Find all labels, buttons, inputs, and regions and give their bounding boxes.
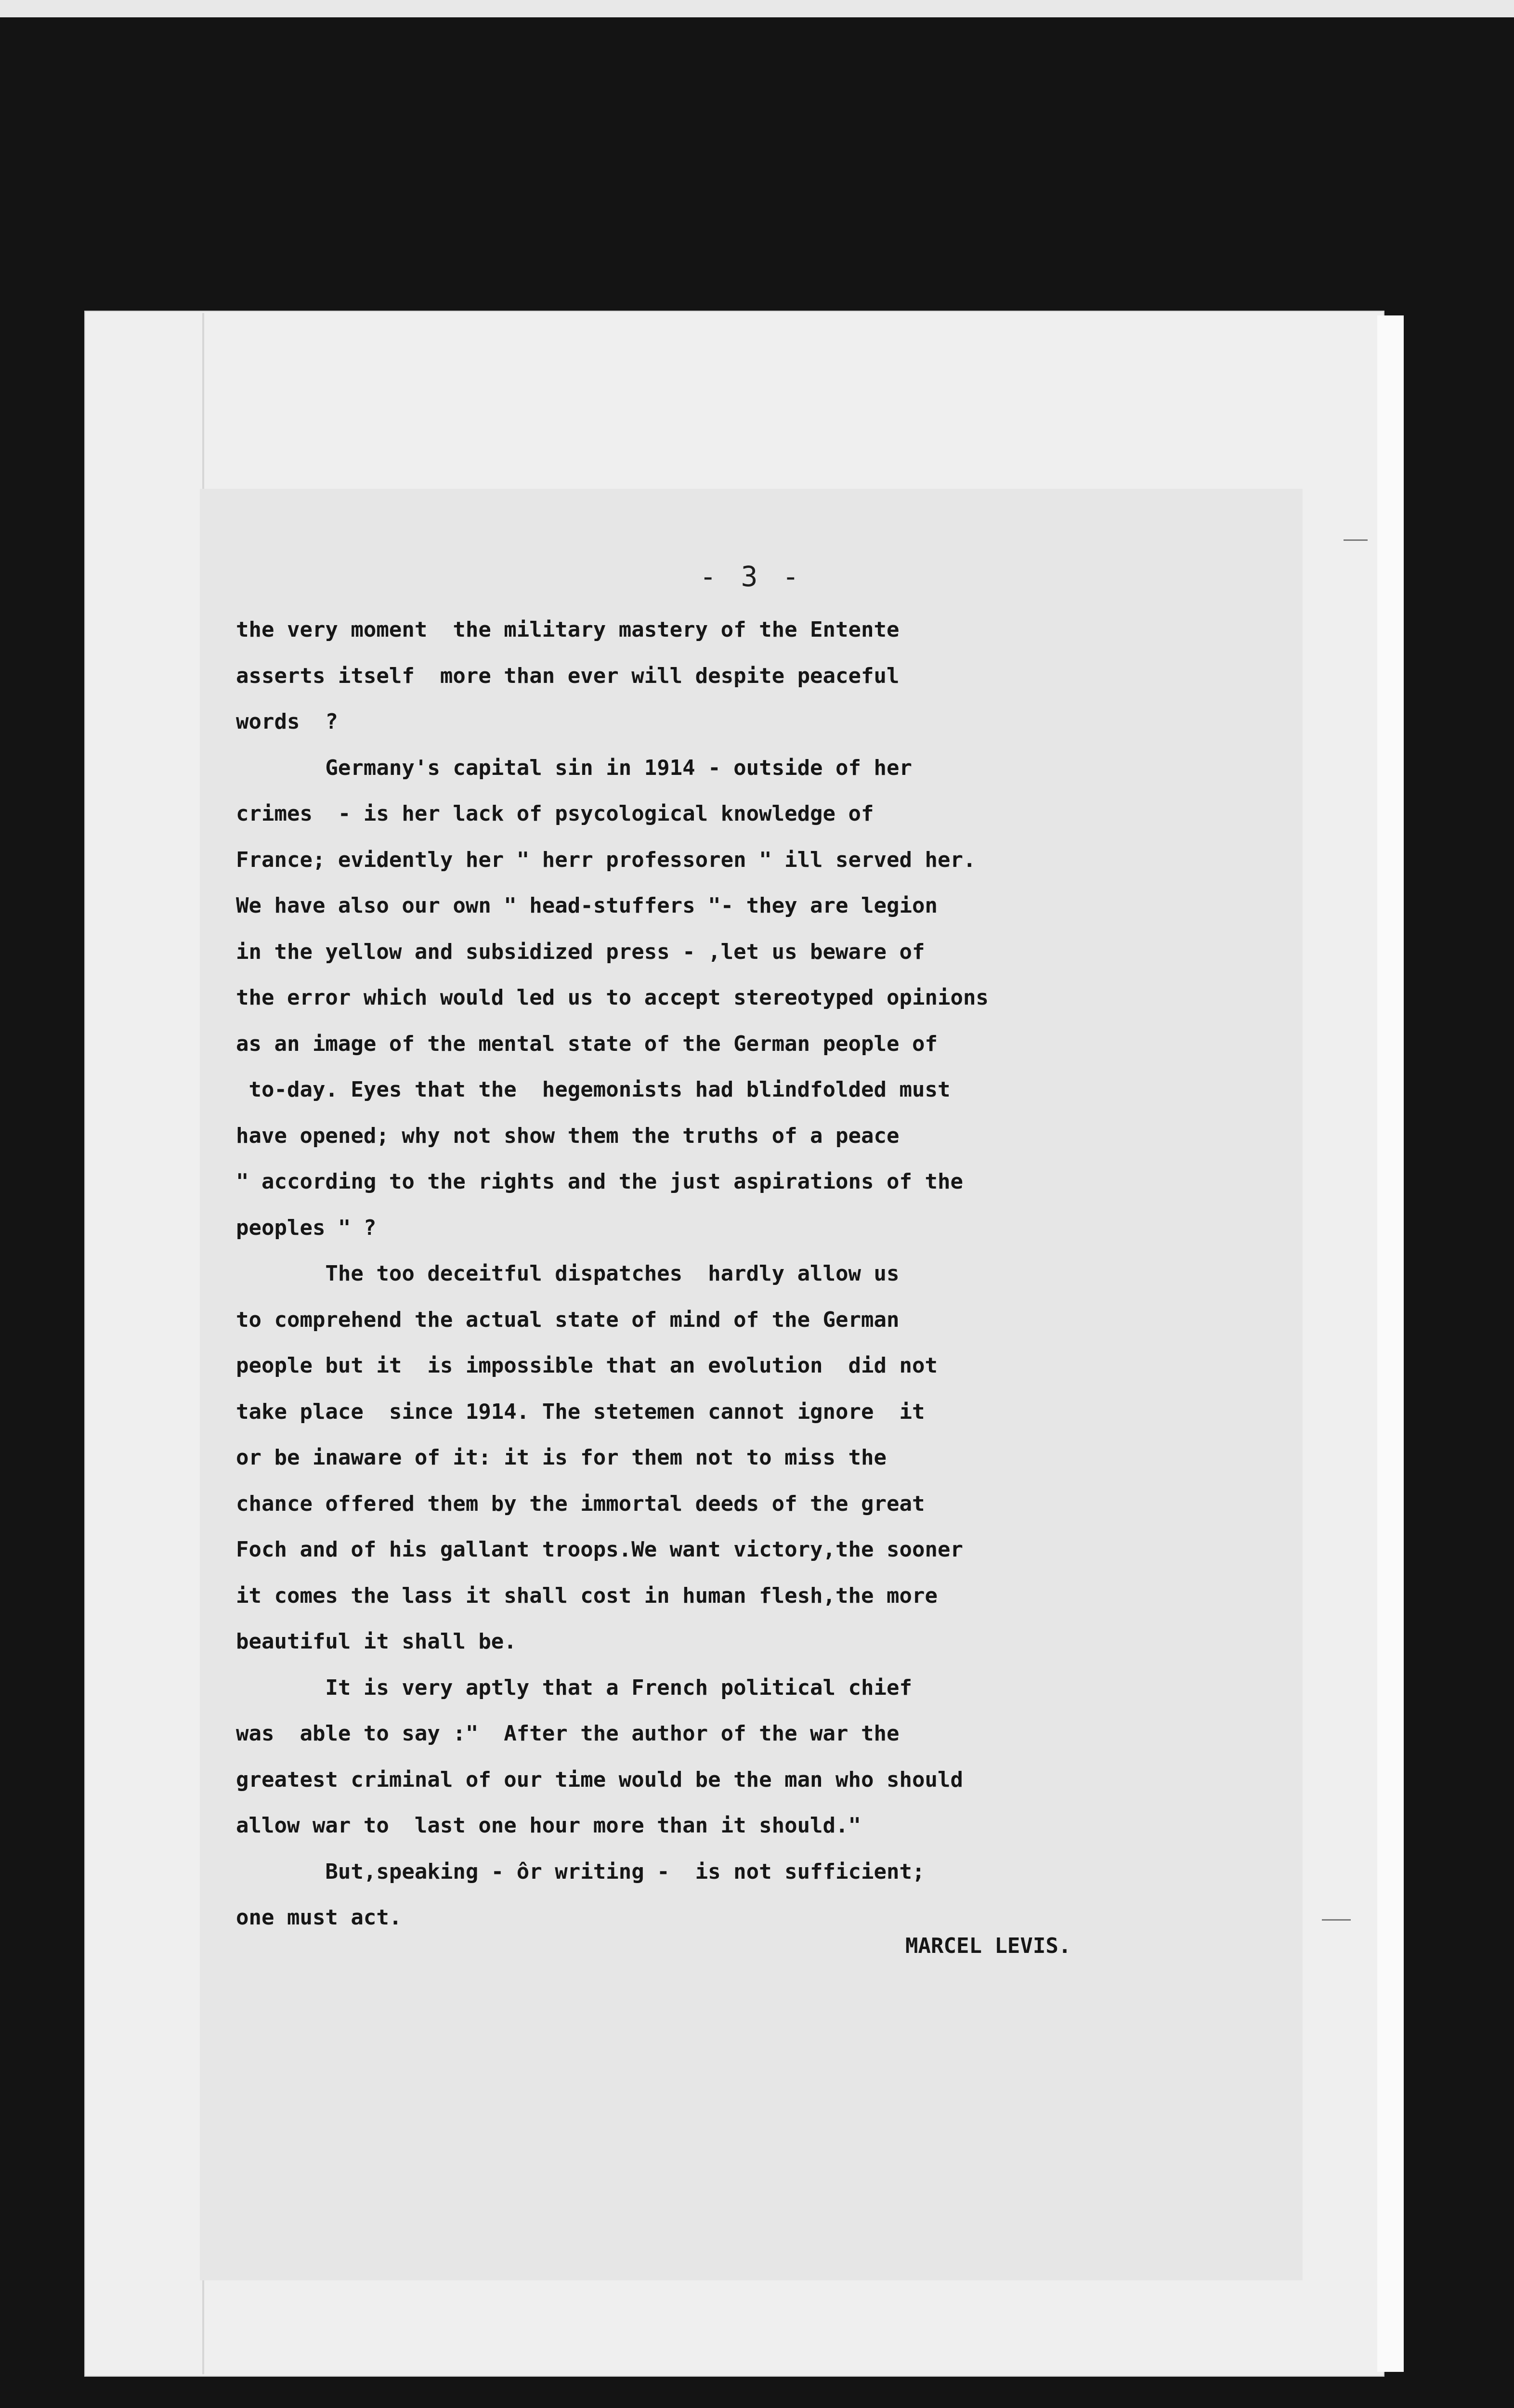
text-line: We have also our own " head-stuffers "- they are legion [236,893,938,918]
text-line: in the yellow and subsidized press - ,let us beware of [236,939,925,964]
text-line: France; evidently her " herr professoren " ill served her. [236,847,976,872]
text-line: to-day. Eyes that the hegemonists had blindfolded must [236,1077,951,1102]
text-line: asserts itself more than ever will despite peaceful [236,663,900,688]
text-line: allow war to last one hour more than it should." [236,1813,861,1838]
film-top-strip [0,0,1514,17]
text-line: greatest criminal of our time would be the man who should [236,1767,963,1792]
page-number: - 3 - [699,560,803,593]
text-line: chance offered them by the immortal deeds of the great [236,1491,925,1516]
text-line: take place since 1914. The stetemen cannot ignore it [236,1399,925,1424]
text-line: to comprehend the actual state of mind of the German [236,1307,900,1332]
text-line: But,speaking - ôr writing - is not sufficient; [236,1859,925,1884]
text-line: one must act. [236,1905,402,1930]
text-line: crimes - is her lack of psycological knowledge of [236,801,874,826]
backing-edge [1377,315,1404,2372]
text-line: have opened; why not show them the truths of a peace [236,1123,900,1148]
text-line: words ? [236,709,338,734]
text-line: it comes the lass it shall cost in human flesh,the more [236,1583,938,1608]
signature: MARCEL LEVIS. [905,1934,1071,1958]
margin-mark [1344,539,1368,541]
text-line: Foch and of his gallant troops.We want victory,the sooner [236,1537,963,1562]
text-line: It is very aptly that a French political chief [236,1675,912,1700]
text-line: Germany's capital sin in 1914 - outside of her [236,755,912,780]
text-line: " according to the rights and the just aspirations of the [236,1169,963,1194]
text-line: or be inaware of it: it is for them not to miss the [236,1445,887,1470]
text-line: the very moment the military mastery of the Entente [236,617,900,642]
margin-mark [1322,1919,1351,1921]
text-line: beautiful it shall be. [236,1629,517,1654]
letter-body [236,607,1295,1941]
text-line: peoples " ? [236,1215,377,1240]
text-line: The too deceitful dispatches hardly allow us [236,1261,900,1286]
text-line: was able to say :" After the author of the war the [236,1721,900,1746]
text-line: the error which would led us to accept stereotyped opinions [236,985,989,1010]
text-line: people but it is impossible that an evolution did not [236,1353,938,1378]
text-line: as an image of the mental state of the German people of [236,1031,938,1056]
